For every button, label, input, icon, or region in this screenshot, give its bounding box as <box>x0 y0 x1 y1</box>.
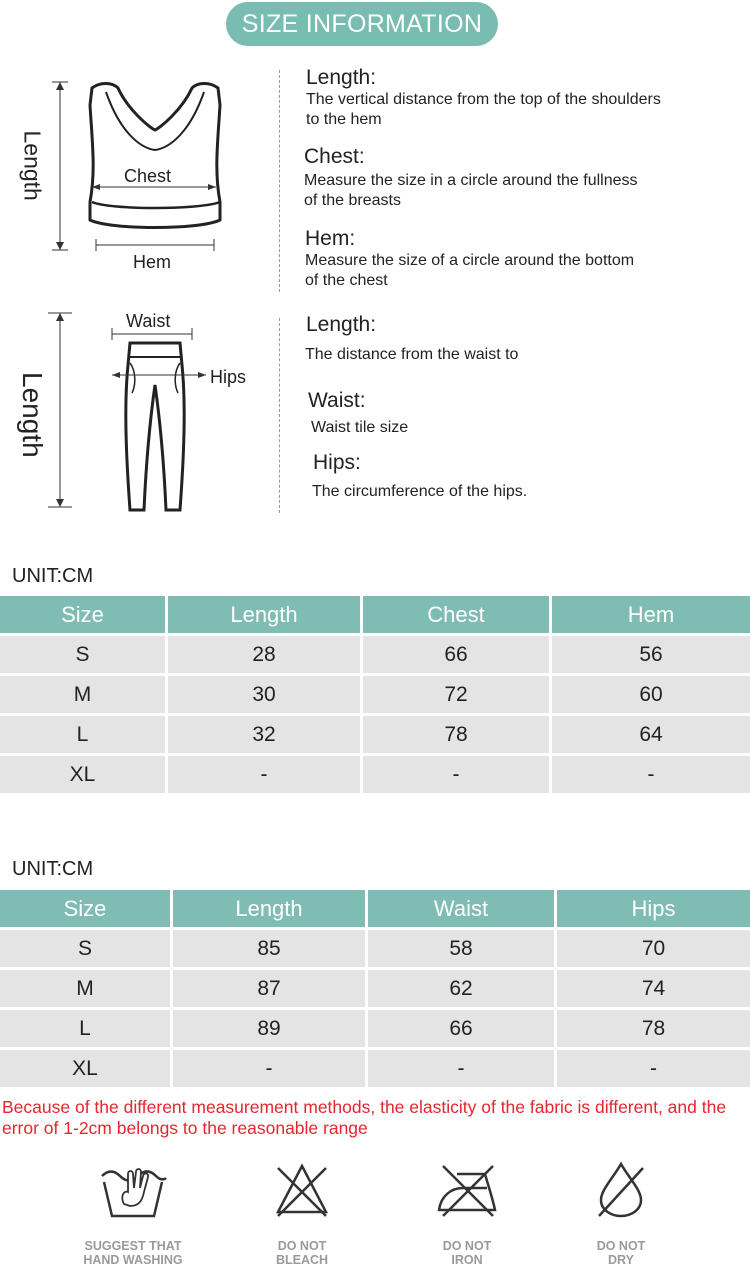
header-chest: Chest <box>363 596 549 633</box>
header-hem: Hem <box>552 596 750 633</box>
hips-label: Hips <box>210 367 247 387</box>
cell-chest: 72 <box>363 676 549 713</box>
cell-size: M <box>0 970 170 1007</box>
cell-chest: 66 <box>363 636 549 673</box>
waist-label: Waist <box>126 311 171 331</box>
bottom-divider <box>279 318 280 513</box>
do-not-bleach-label-2: BLEACH <box>275 1253 329 1267</box>
cell-length: - <box>173 1050 365 1087</box>
cell-length: 30 <box>168 676 360 713</box>
care-do-not-bleach <box>247 1160 357 1267</box>
cell-hem: 60 <box>552 676 750 713</box>
cell-hips: 74 <box>557 970 750 1007</box>
hips-desc: The circumference of the hips. <box>312 483 528 500</box>
top-length-heading: Length: <box>306 66 377 89</box>
table-row <box>0 636 750 673</box>
hem-heading: Hem: <box>305 227 356 250</box>
hand-wash-label-2: HAND WASHING <box>83 1253 183 1267</box>
waist-heading: Waist: <box>308 389 366 412</box>
chest-heading: Chest: <box>304 145 365 168</box>
do-not-iron-icon <box>435 1160 499 1220</box>
hem-label: Hem <box>133 252 172 272</box>
table-row <box>0 1010 750 1047</box>
hand-wash-icon <box>98 1160 168 1220</box>
cell-length: 32 <box>168 716 360 753</box>
do-not-dry-icon <box>591 1160 651 1220</box>
table-row <box>0 970 750 1007</box>
top-size-table <box>0 593 750 796</box>
page-title: SIZE INFORMATION <box>226 2 498 46</box>
cell-waist: - <box>368 1050 554 1087</box>
bottom-size-table <box>0 887 750 1090</box>
bottom-length-heading: Length: <box>306 313 377 336</box>
top-length-label: Length <box>19 130 46 201</box>
table-row <box>0 756 750 793</box>
do-not-iron-label-2: IRON <box>451 1253 483 1267</box>
cell-hips: 78 <box>557 1010 750 1047</box>
table-row <box>0 716 750 753</box>
cell-size: L <box>0 1010 170 1047</box>
cell-hem: - <box>552 756 750 793</box>
table-header-row <box>0 596 750 633</box>
cell-length: - <box>168 756 360 793</box>
cell-chest: - <box>363 756 549 793</box>
hips-heading: Hips: <box>313 451 361 474</box>
header-size: Size <box>0 596 165 633</box>
cell-length: 28 <box>168 636 360 673</box>
cell-length: 85 <box>173 930 365 967</box>
hem-desc-1: Measure the size of a circle around the bottom <box>305 252 635 269</box>
cell-waist: 58 <box>368 930 554 967</box>
do-not-dry-label-2: DRY <box>608 1253 634 1267</box>
cell-size: S <box>0 930 170 967</box>
table-header-row <box>0 890 750 927</box>
table-row <box>0 676 750 713</box>
chest-label: Chest <box>124 166 172 186</box>
cell-size: L <box>0 716 165 753</box>
bottom-length-desc: The distance from the waist to <box>305 346 519 363</box>
top-length-desc-2: to the hem <box>306 111 382 128</box>
table1-unit: UNIT:CM <box>12 565 94 587</box>
measurement-note: Because of the different measurement methods, the elasticity of the fabric is different, and the error of 1-2cm belongs to the reasonable range <box>2 1097 727 1138</box>
cell-waist: 66 <box>368 1010 554 1047</box>
cell-size: XL <box>0 756 165 793</box>
do-not-bleach-icon <box>272 1160 332 1220</box>
cell-size: M <box>0 676 165 713</box>
chest-desc-1: Measure the size in a circle around the fullness <box>304 172 638 189</box>
do-not-iron-label-1: DO NOT <box>442 1239 492 1253</box>
table-row <box>0 930 750 967</box>
do-not-bleach-label-1: DO NOT <box>277 1239 327 1253</box>
cell-hem: 64 <box>552 716 750 753</box>
care-do-not-iron <box>412 1160 522 1267</box>
table-row <box>0 1050 750 1087</box>
cell-length: 89 <box>173 1010 365 1047</box>
chest-desc-2: of the breasts <box>304 192 401 209</box>
cell-hem: 56 <box>552 636 750 673</box>
cell-waist: 62 <box>368 970 554 1007</box>
cell-hips: - <box>557 1050 750 1087</box>
hand-wash-label-1: SUGGEST THAT <box>84 1239 182 1253</box>
cell-size: S <box>0 636 165 673</box>
hem-desc-2: of the chest <box>305 272 388 289</box>
top-divider <box>279 70 280 292</box>
cell-length: 87 <box>173 970 365 1007</box>
cell-chest: 78 <box>363 716 549 753</box>
header-hips: Hips <box>557 890 750 927</box>
header-length: Length <box>168 596 360 633</box>
bottom-length-label: Length <box>17 372 48 458</box>
care-hand-wash <box>70 1160 196 1267</box>
do-not-dry-label-1: DO NOT <box>596 1239 646 1253</box>
header-waist: Waist <box>368 890 554 927</box>
cell-size: XL <box>0 1050 170 1087</box>
care-do-not-dry <box>566 1160 676 1267</box>
header-size: Size <box>0 890 170 927</box>
table2-unit: UNIT:CM <box>12 858 94 880</box>
header-length: Length <box>173 890 365 927</box>
waist-desc: Waist tile size <box>311 419 409 436</box>
top-length-desc-1: The vertical distance from the top of the shoulders <box>306 91 661 108</box>
cell-hips: 70 <box>557 930 750 967</box>
